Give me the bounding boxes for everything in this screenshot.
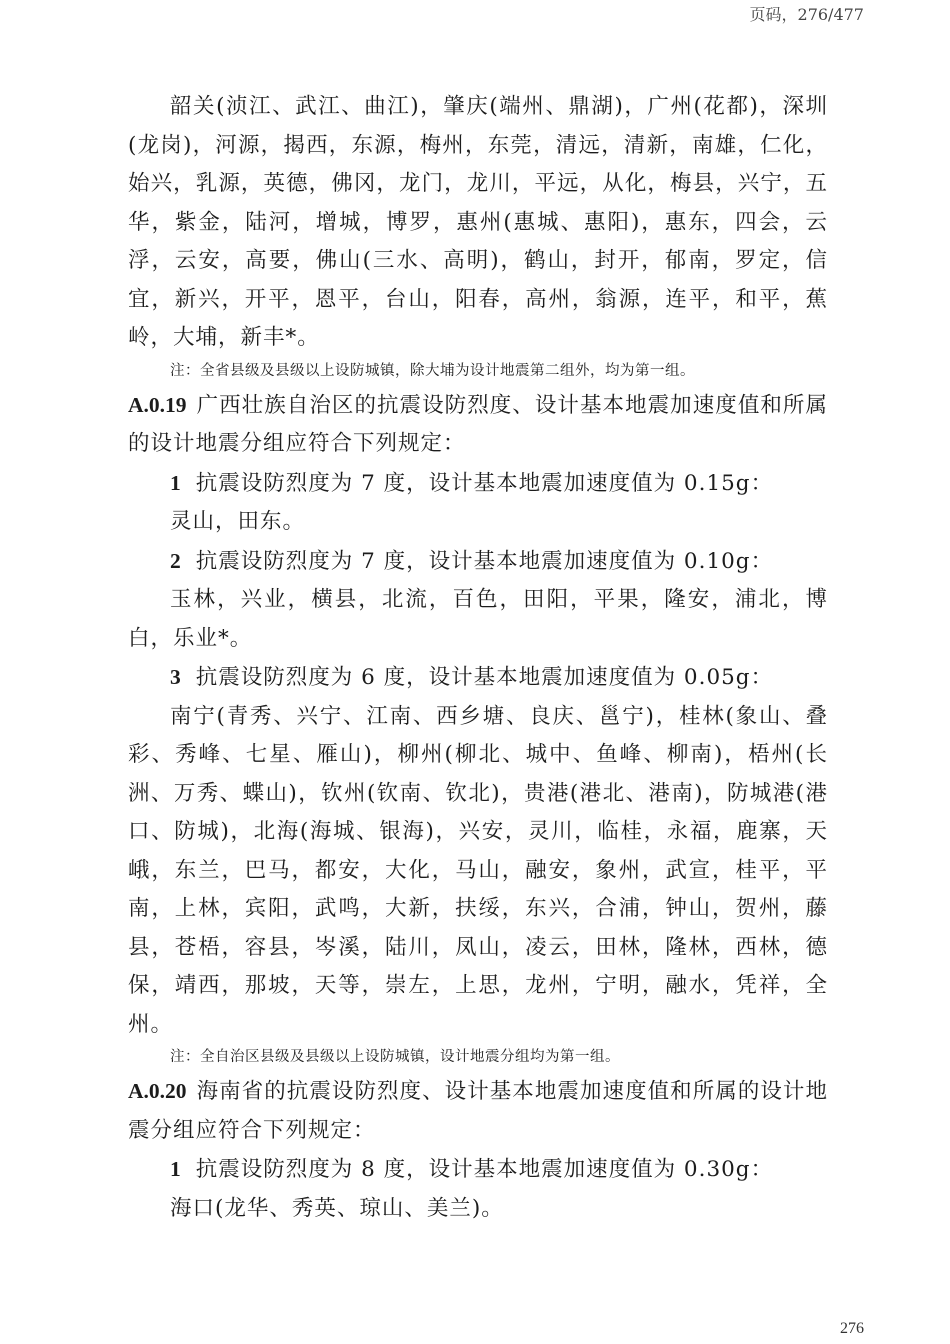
- item-text: 抗震设防烈度为 6 度，设计基本地震加速度值为 0.05g：: [195, 665, 774, 690]
- item-number: 1: [170, 1157, 182, 1181]
- clause-a019: [128, 386, 828, 464]
- item-number: 3: [170, 665, 182, 689]
- a019-item-2-list: 玉林，兴业，横县，北流，百色，田阳，平果，隆安，浦北，博白，乐业*。: [128, 587, 828, 651]
- item-number: 2: [170, 548, 182, 573]
- guangdong-city-list: 韶关(浈江、武江、曲江)，肇庆(端州、鼎湖)，广州(花都)，深圳(龙岗)，河源，揭西，东源，梅州，东莞，清远，清新，南雄，仁化，始兴，乳源，英德，佛冈，龙门，龙川，平远，从化，梅县，兴宁，五华，紫金，陆河，增城，博罗，惠州(惠城、惠阳)，惠东，四会，云浮，云安，高要，佛山(三水、高明)，鹤山，封开，郁南，罗定，信宜，新兴，开平，恩平，台山，阳春，高州，翁源，连平，和平，蕉岭，大埔，新丰*。: [128, 94, 828, 350]
- a019-item-1-list: 灵山，田东。: [170, 509, 306, 534]
- item-text: 抗震设防烈度为 8 度，设计基本地震加速度值为 0.30g：: [195, 1157, 774, 1182]
- document-body: [128, 88, 828, 1228]
- a019-item-2: [128, 542, 828, 582]
- page-number: 276: [840, 1320, 864, 1337]
- a019-note: 注：全自治区县级及县级以上设防城镇，设计地震分组均为第一组。: [170, 1049, 620, 1065]
- item-number: 1: [170, 470, 182, 495]
- a019-item-3-list: 南宁(青秀、兴宁、江南、西乡塘、良庆、邕宁)，桂林(象山、叠彩、秀峰、七星、雁山)，柳州(柳北、城中、鱼峰、柳南)，梧州(长洲、万秀、蝶山)，钦州(钦南、钦北)，贵港(港北、港南)，防城港(港口、防城)，北海(海城、银海)，兴安，灵川，临桂，永福，鹿寨，天峨，东兰，巴马，都安，大化，马山，融安，象州，武宣，桂平，平南，上林，宾阳，武鸣，大新，扶绥，东兴，合浦，钟山，贺州，藤县，苍梧，容县，岑溪，陆川，凤山，凌云，田林，隆林，西林，德保，靖西，那坡，天等，崇左，上思，龙州，宁明，融水，凭祥，全州。: [128, 703, 828, 1037]
- a020-item-1-list: 海口(龙华、秀英、琼山、美兰)。: [170, 1195, 504, 1221]
- clause-number: A.0.19: [128, 392, 187, 417]
- item-text: 抗震设防烈度为 7 度，设计基本地震加速度值为 0.15g：: [195, 470, 774, 496]
- a019-item-3: [128, 658, 828, 698]
- item-text: 抗震设防烈度为 7 度，设计基本地震加速度值为 0.10g：: [195, 548, 774, 574]
- clause-text: 广西壮族自治区的抗震设防烈度、设计基本地震加速度值和所属的设计地震分组应符合下列规定：: [128, 392, 828, 456]
- a020-item-1: [128, 1150, 828, 1190]
- guangdong-note: 注：全省县级及县级以上设防城镇，除大埔为设计地震第二组外，均为第一组。: [170, 362, 695, 379]
- clause-a020: [128, 1072, 828, 1150]
- page-indicator: 页码，276/477: [749, 5, 864, 24]
- clause-number: A.0.20: [128, 1079, 187, 1103]
- clause-text: 海南省的抗震设防烈度、设计基本地震加速度值和所属的设计地震分组应符合下列规定：: [128, 1079, 828, 1143]
- a019-item-1: [128, 464, 828, 504]
